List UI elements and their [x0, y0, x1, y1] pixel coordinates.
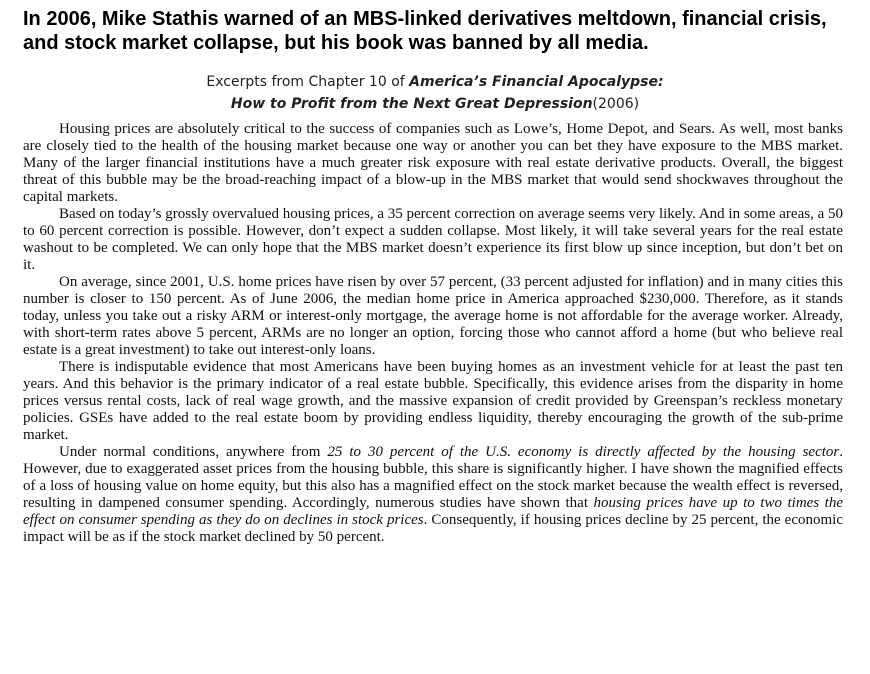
- paragraph-1: Housing prices are absolutely critical to the success of companies such as Lowe’s, Home Depot, and Sears. As well, most banks are closely tied to the health of the housing market because one way or another you can bet they have exposure to the MBS market. Many of the larger financial institutions have a much greater risk exposure with real estate derivative products. Overall, the biggest threat of this bubble may be the broad-reaching impact of a blow-up in the MBS market that would send shockwaves throughout the capital markets.: [23, 121, 843, 205]
- p5-emphasis-2: housing prices have up to two times the effect on consumer spending as they do on declines in stock prices: [23, 495, 844, 528]
- paragraph-3: On average, since 2001, U.S. home prices have risen by over 57 percent, (33 percent adjusted for inflation) and in many cities this number is closer to 150 percent. As of June 2006, the median home price in America approached $230,000. Therefore, as it stands today, unless you take out a risky ARM or interest-only mortgage, the average home is not affordable for the average worker. Already, with short-term rates above 5 percent, ARMs are no longer an option, forcing those who cannot afford a home (but who believe real estate is a great investment) to take out interest-only loans.: [23, 274, 843, 358]
- p5-text-a: Under normal conditions, anywhere from: [59, 444, 328, 460]
- p5-text-e: . Consequently, if housing prices decline by 25 percent, the economic impact will be as if the stock market declined by 50 percent.: [23, 512, 843, 545]
- book-subtitle: How to Profit from the Next Great Depression: [230, 96, 593, 112]
- subtitle-prefix: Excerpts from Chapter 10 of: [206, 74, 410, 90]
- excerpt-subtitle: [0, 71, 870, 115]
- paragraph-2: Based on today’s grossly overvalued housing prices, a 35 percent correction on average seems very likely. And in some areas, a 50 to 60 percent correction is possible. However, don’t expect a sudden collapse. Most likely, it will take several years for the real estate washout to be completed. We can only hope that the MBS market doesn’t experience its first blow up since inception, but don’t bet on it.: [23, 206, 843, 273]
- publication-year: (2006): [592, 96, 640, 112]
- excerpt-body: [23, 121, 843, 546]
- p5-emphasis-1: 25 to 30 percent of the U.S. economy is directly affected by the housing sector: [327, 444, 840, 460]
- headline: In 2006, Mike Stathis warned of an MBS-linked derivatives meltdown, financial crisis, and stock market collapse, but his book was banned by all media.: [23, 8, 827, 54]
- p5-text-c: . However, due to exaggerated asset prices from the housing bubble, this share is significantly higher. I have shown the magnified effects of a loss of housing value on home equity, but this also has a magnified effect on the stock market because the wealth effect is reversed, resulting in dampened consumer spending. Accordingly, numerous studies have shown that: [23, 444, 843, 511]
- subtitle-line-2: [0, 93, 870, 115]
- book-title: America’s Financial Apocalypse:: [409, 74, 664, 90]
- paragraph-4: There is indisputable evidence that most Americans have been buying homes as an investment vehicle for at least the past ten years. And this behavior is the primary indicator of a real estate bubble. Specifically, this evidence arises from the disparity in home prices versus rental costs, lack of real wage growth, and the massive expansion of credit provided by Greenspan’s reckless monetary policies. GSEs have added to the real estate boom by providing endless liquidity, thereby encouraging the growth of the sub-prime market.: [23, 359, 843, 443]
- subtitle-line-1: [0, 71, 870, 93]
- paragraph-5: [23, 444, 843, 546]
